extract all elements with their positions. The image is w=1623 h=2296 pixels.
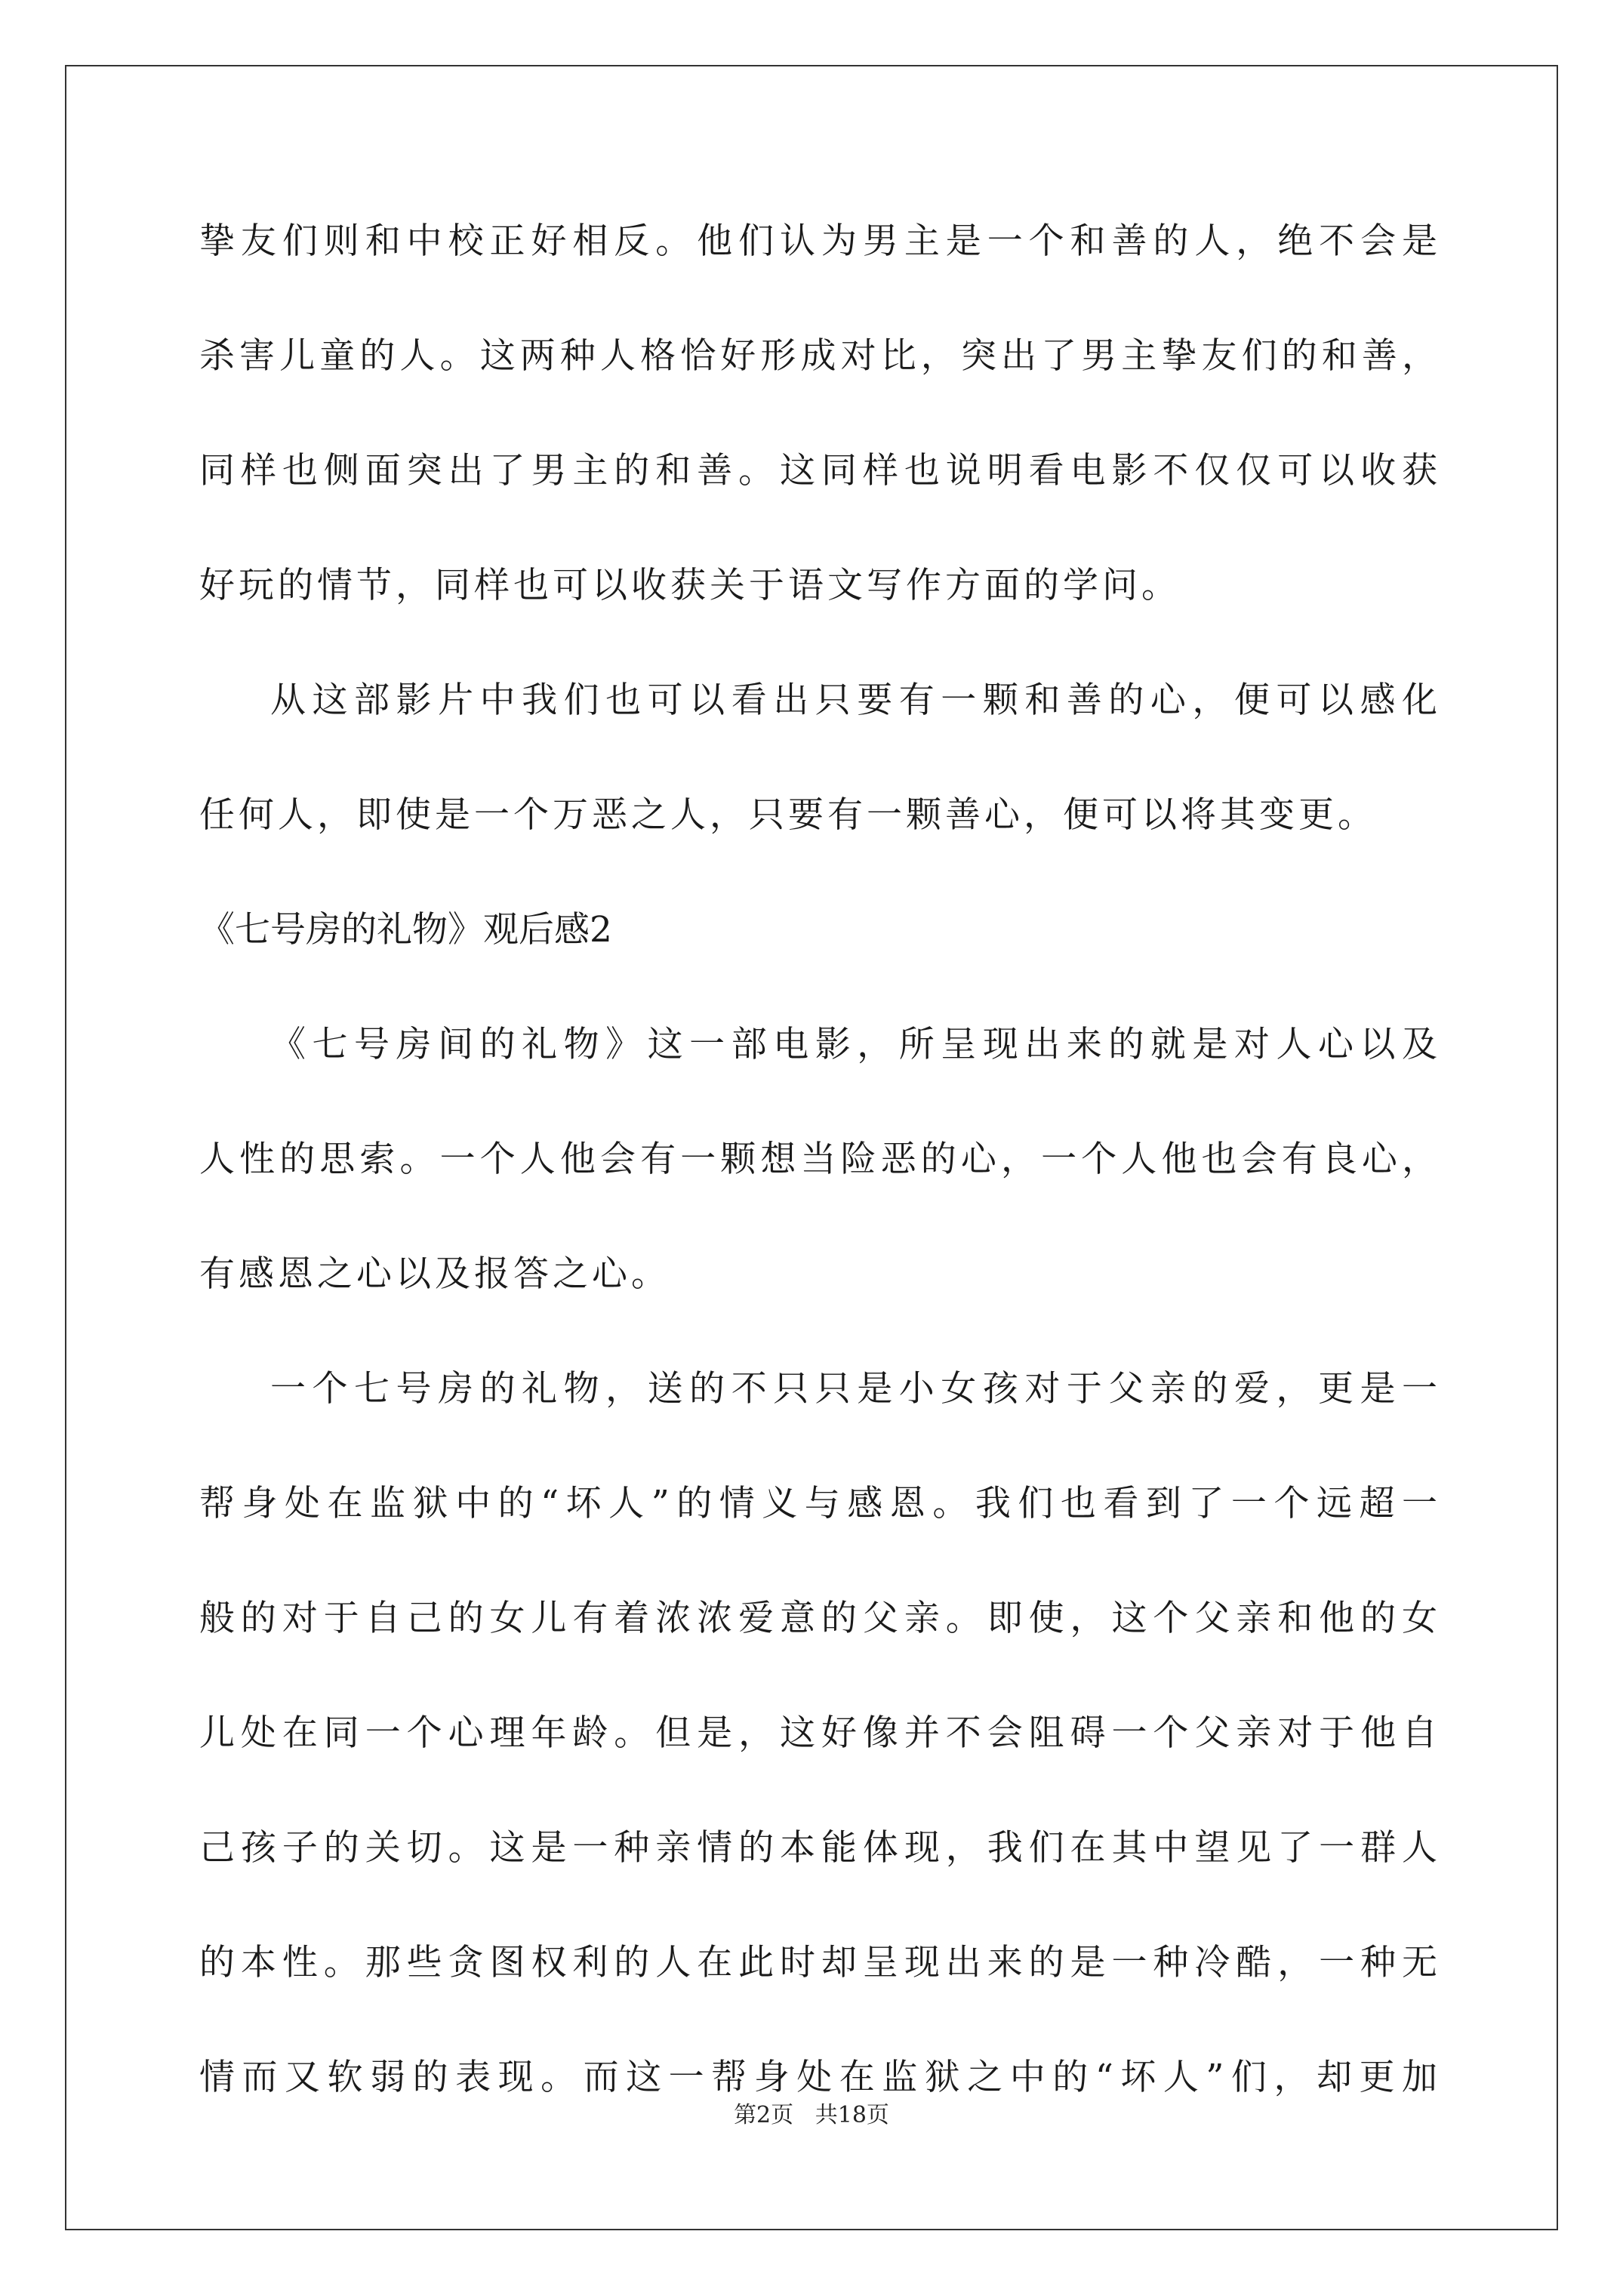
text-line: 情而又软弱的表现。而这一帮身处在监狱之中的“坏人”们，却更加 [199, 2057, 1437, 2098]
text-line: 的本性。那些贪图权利的人在此时却呈现出来的是一种冷酷，一种无 [199, 1942, 1437, 1983]
text-line: 杀害儿童的人。这两种人格恰好形成对比，突出了男主挚友们的和善， [199, 335, 1437, 377]
text-line: 任何人，即使是一个万恶之人，只要有一颗善心，便可以将其变更。 [199, 794, 1377, 836]
text-line: 好玩的情节，同样也可以收获关于语文写作方面的学问。 [199, 565, 1181, 606]
text-line: 一个七号房的礼物，送的不只只是小女孩对于父亲的爱，更是一 [270, 1368, 1437, 1410]
page-number-footer: 第2页 共18页 [734, 2102, 889, 2128]
section-heading: 《七号房的礼物》观后感2 [199, 909, 612, 951]
text-line: 人性的思索。一个人他会有一颗想当险恶的心，一个人他也会有良心， [199, 1139, 1437, 1180]
text-line: 帮身处在监狱中的“坏人”的情义与感恩。我们也看到了一个远超一 [199, 1483, 1437, 1524]
text-line: 《七号房间的礼物》这一部电影，所呈现出来的就是对人心以及 [270, 1024, 1437, 1065]
text-line: 有感恩之心以及报答之心。 [199, 1253, 670, 1295]
text-line: 己孩子的关切。这是一种亲情的本能体现，我们在其中望见了一群人 [199, 1827, 1437, 1869]
text-line: 挚友们则和中校正好相反。他们认为男主是一个和善的人，绝不会是 [199, 220, 1437, 262]
document-body [199, 220, 1437, 2174]
text-line: 同样也侧面突出了男主的和善。这同样也说明看电影不仅仅可以收获 [199, 450, 1437, 492]
text-line: 儿处在同一个心理年龄。但是，这好像并不会阻碍一个父亲对于他自 [199, 1712, 1437, 1754]
text-line: 般的对于自己的女儿有着浓浓爱意的父亲。即使，这个父亲和他的女 [199, 1598, 1437, 1639]
text-line: 从这部影片中我们也可以看出只要有一颗和善的心，便可以感化 [270, 680, 1437, 721]
